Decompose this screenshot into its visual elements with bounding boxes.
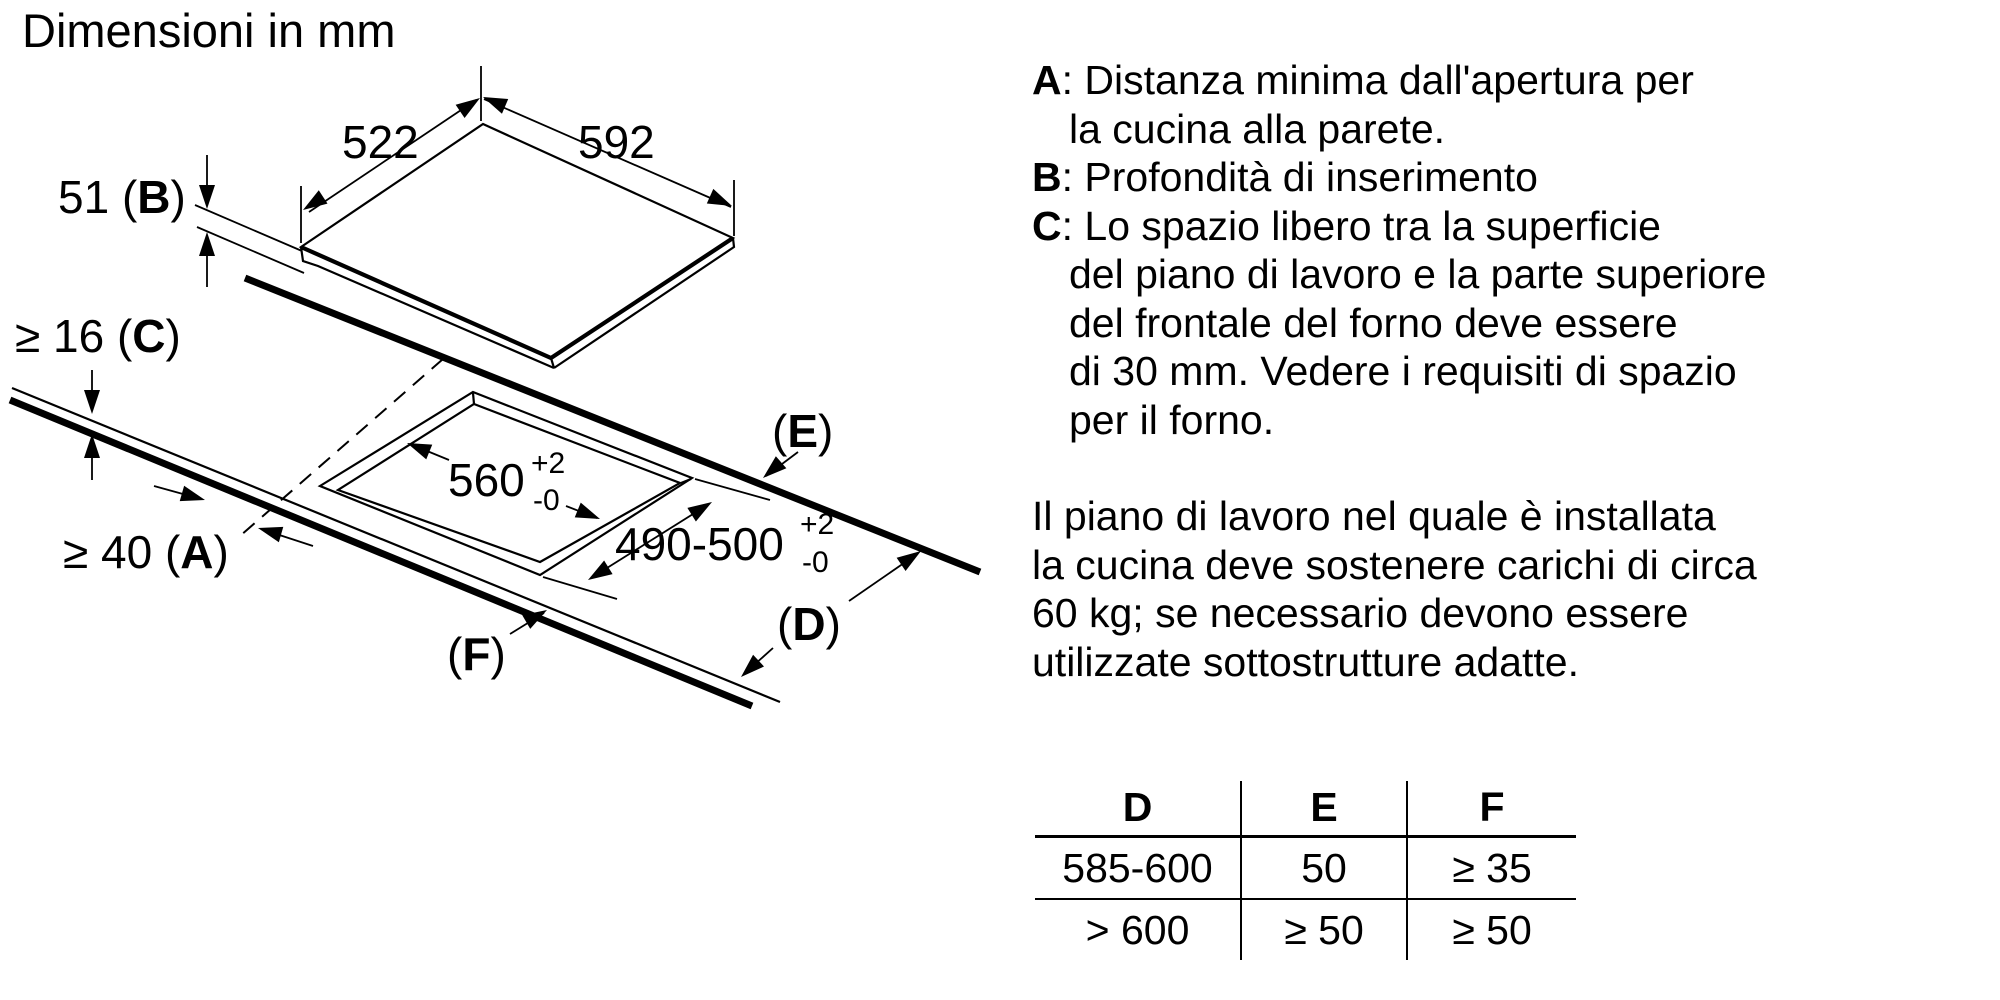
table-cell: > 600	[1085, 907, 1190, 953]
dim-560-value: 560	[448, 454, 525, 506]
dim-a-label: ≥ 40 (A)	[63, 526, 229, 578]
table-cell: 50	[1240, 838, 1406, 900]
table-cell: ≥ 35	[1406, 838, 1576, 900]
callout-f	[447, 603, 551, 680]
table-header-f: F	[1406, 781, 1576, 838]
legend-item-a-line: la cucina alla parete.	[1069, 105, 1446, 152]
dimension-a-wall-distance	[63, 486, 313, 578]
dim-c-label: ≥ 16 (C)	[15, 310, 181, 362]
load-paragraph	[1032, 492, 1757, 686]
dimension-560-cutout-width	[404, 436, 603, 527]
def-dimension-table	[1035, 781, 1576, 960]
dim-560-minus-tolerance: -0	[533, 484, 560, 517]
legend-item-c-line: C: Lo spazio libero tra la superficie	[1032, 202, 1661, 249]
callout-d-label: (D)	[777, 598, 841, 650]
paragraph-line: Il piano di lavoro nel quale è installata	[1032, 493, 1716, 539]
diagram-title: Dimensioni in mm	[22, 4, 396, 57]
dim-560-plus-tolerance: +2	[531, 447, 566, 480]
dim-490-500-minus-tolerance: -0	[802, 546, 829, 579]
legend-item-c-line: del piano di lavoro e la parte superiore	[1069, 251, 1767, 297]
callout-e-label: (E)	[772, 405, 834, 457]
table-header-d: D	[1035, 781, 1240, 838]
dim-592-value: 592	[578, 116, 655, 168]
dim-490-500-plus-tolerance: +2	[800, 508, 835, 541]
table-header-e: E	[1240, 781, 1406, 838]
table-cell: ≥ 50	[1240, 900, 1406, 960]
legend-letter-b: B	[1032, 154, 1062, 200]
legend-item-c-line: del frontale del forno deve essere	[1069, 299, 1678, 346]
table-cell: ≥ 50	[1406, 900, 1576, 960]
legend	[1032, 56, 1766, 444]
dimension-522	[299, 66, 485, 243]
dim-b-label: 51 (B)	[58, 171, 186, 223]
paragraph-line: 60 kg; se necessario devono essere	[1032, 590, 1689, 636]
legend-item-a-line: A: Distanza minima dall'apertura per	[1032, 57, 1694, 103]
table-cell: 585-600	[1035, 838, 1240, 900]
legend-item-b-line: B: Profondità di inserimento	[1032, 154, 1538, 200]
callout-f-label: (F)	[447, 628, 506, 680]
dimension-b-insertion-depth	[58, 155, 304, 287]
dimension-592	[480, 90, 735, 236]
legend-item-c-line: di 30 mm. Vedere i requisiti di spazio	[1069, 348, 1737, 394]
dimension-c-worktop-thickness	[15, 310, 181, 480]
dim-522-value: 522	[342, 116, 419, 168]
dim-490-500-value: 490-500	[615, 518, 784, 570]
callout-e	[758, 405, 834, 484]
legend-item-c-line: per il forno.	[1069, 396, 1275, 443]
legend-letter-a: A	[1032, 57, 1062, 103]
paragraph-line: la cucina deve sostenere carichi di circa	[1032, 541, 1757, 588]
paragraph-line: utilizzate sottostrutture adatte.	[1032, 638, 1579, 685]
legend-letter-c: C	[1032, 202, 1062, 249]
